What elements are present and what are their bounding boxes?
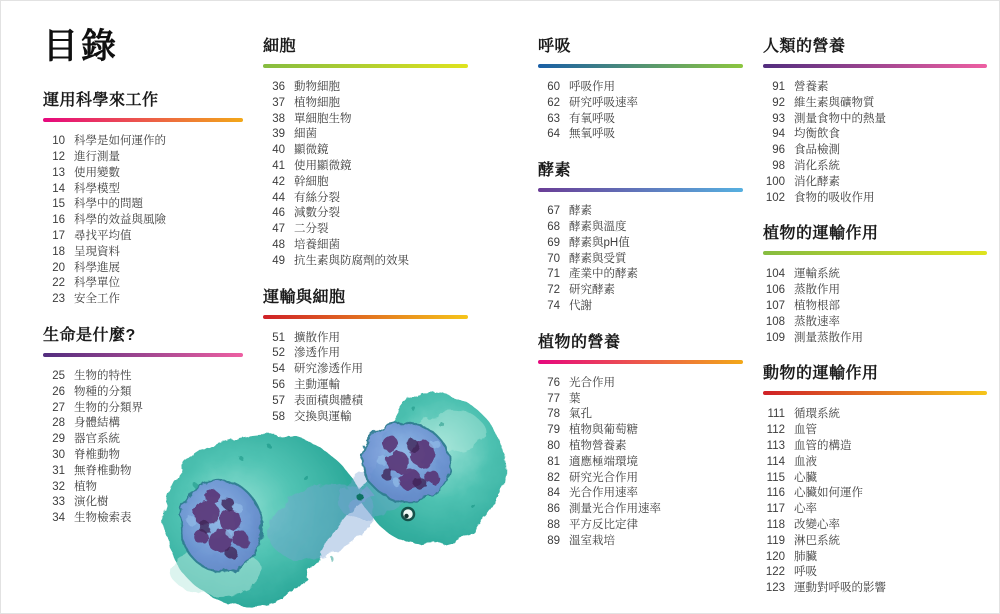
toc-entry-title: 消化酵素: [794, 175, 840, 188]
toc-entry-title: 植物: [74, 480, 97, 493]
section-plant-nutrition: [538, 333, 743, 550]
toc-entry-title: 肺臟: [794, 550, 817, 563]
toc-entry-title: 交換與運輸: [294, 410, 352, 423]
section-cells: [263, 37, 468, 270]
toc-entry-page: 111: [767, 408, 785, 421]
toc-entry-title: 呼吸作用: [569, 81, 615, 93]
toc-entry: [43, 134, 243, 150]
toc-entry: [538, 534, 743, 550]
toc-entry: [263, 362, 468, 378]
section-title: 人類的營養: [763, 38, 846, 55]
toc-entry-title: 研究滲透作用: [294, 363, 363, 376]
toc-entry: [43, 213, 243, 229]
toc-entry-page: 113: [766, 439, 785, 452]
toc-entry-page: 38: [272, 112, 285, 125]
toc-entry: [763, 299, 987, 315]
toc-entry-title: 研究呼吸速率: [569, 96, 638, 109]
section-enzymes: [538, 161, 743, 315]
toc-entry-page: 69: [547, 236, 560, 249]
toc-entry-list: [763, 80, 987, 206]
section-title: 呼吸: [538, 38, 572, 55]
toc-entry-title: 使用變數: [74, 166, 120, 179]
toc-entry: [538, 407, 743, 423]
toc-entry-page: 48: [272, 238, 285, 251]
toc-entry-title: 植物營養素: [569, 439, 627, 452]
toc-entry-title: 有絲分裂: [294, 191, 340, 204]
toc-entry-page: 57: [272, 394, 285, 407]
toc-entry: [263, 346, 468, 362]
toc-entry-page: 102: [765, 191, 785, 204]
toc-entry: [263, 80, 468, 96]
toc-entry-page: 46: [272, 207, 285, 220]
toc-entry-title: 酵素與受質: [569, 252, 627, 265]
toc-entry-page: 12: [52, 151, 65, 164]
toc-entry-page: 123: [765, 582, 785, 595]
toc-entry-title: 心率: [794, 503, 817, 516]
toc-entry: [43, 229, 243, 245]
toc-entry-title: 無氧呼吸: [569, 128, 615, 141]
toc-entry-title: 科學模型: [74, 182, 120, 195]
toc-entry-title: 酵素: [569, 205, 592, 218]
toc-entry-title: 蒸散作用: [794, 284, 840, 297]
toc-entry-title: 科學的效益與風險: [74, 214, 166, 227]
toc-entry-list: [763, 407, 987, 597]
toc-entry: [43, 369, 243, 385]
toc-entry: [538, 204, 743, 220]
toc-entry-page: 84: [547, 487, 560, 500]
toc-entry-page: 76: [547, 376, 560, 389]
toc-entry: [43, 292, 243, 308]
toc-entry-page: 37: [272, 96, 285, 109]
section-working-scientifically: [43, 91, 243, 308]
toc-entry: [538, 423, 743, 439]
toc-entry: [263, 191, 468, 207]
toc-entry-page: 31: [52, 464, 65, 477]
toc-entry-title: 測量光合作用速率: [569, 503, 661, 516]
toc-entry-page: 81: [547, 455, 560, 468]
section-underline: [43, 353, 243, 357]
section-underline: [263, 315, 468, 319]
toc-entry-list: [538, 376, 743, 550]
toc-entry-page: 27: [52, 401, 65, 414]
toc-entry-page: 115: [766, 471, 785, 484]
toc-entry-page: 106: [765, 284, 785, 297]
toc-entry-title: 循環系統: [794, 408, 840, 421]
toc-entry-page: 109: [765, 331, 785, 344]
toc-entry-title: 葉: [569, 392, 581, 405]
toc-entry-title: 植物根部: [794, 299, 840, 312]
toc-entry: [538, 518, 743, 534]
toc-entry: [763, 502, 987, 518]
toc-entry-page: 79: [547, 424, 560, 437]
toc-entry-page: 42: [272, 175, 285, 188]
section-title: 植物的運輸作用: [763, 225, 879, 243]
toc-entry-list: [263, 80, 468, 270]
toc-entry: [763, 80, 987, 96]
toc-entry: [763, 471, 987, 487]
toc-entry-title: 氣孔: [569, 408, 592, 421]
toc-entry: [263, 112, 468, 128]
toc-entry: [43, 276, 243, 292]
section-title: 運用科學來工作: [43, 92, 159, 110]
toc-entry-page: 20: [52, 261, 65, 274]
toc-entry: [538, 486, 743, 502]
toc-entry: [763, 565, 987, 581]
toc-entry: [763, 550, 987, 566]
toc-entry-page: 77: [547, 392, 560, 405]
toc-entry-title: 生物的分類界: [74, 401, 143, 414]
toc-entry-page: 40: [272, 144, 285, 157]
toc-entry: [43, 166, 243, 182]
toc-entry-page: 98: [772, 159, 785, 172]
toc-entry: [763, 518, 987, 534]
toc-entry-title: 光合作用速率: [569, 487, 638, 500]
toc-entry-title: 進行測量: [74, 151, 120, 164]
toc-entry-title: 淋巴系統: [794, 534, 840, 547]
toc-entry-page: 34: [52, 512, 65, 525]
toc-entry-title: 科學是如何運作的: [74, 135, 166, 148]
toc-entry-title: 幹細胞: [294, 175, 329, 188]
toc-entry-title: 食品檢測: [794, 144, 840, 157]
toc-entry-title: 維生素與礦物質: [794, 96, 875, 109]
toc-entry-page: 44: [272, 191, 285, 204]
toc-entry-title: 主動運輸: [294, 378, 340, 391]
toc-entry-title: 研究酵素: [569, 284, 615, 297]
toc-entry: [538, 299, 743, 315]
toc-entry-page: 94: [772, 128, 785, 141]
toc-entry-title: 物種的分類: [74, 385, 132, 398]
toc-entry-page: 41: [272, 159, 285, 172]
page-title: 目錄: [43, 26, 120, 67]
toc-entry-title: 植物細胞: [294, 96, 340, 109]
toc-entry-list: [538, 204, 743, 315]
toc-entry-page: 96: [772, 144, 785, 157]
section-title: 運輸與細胞: [263, 288, 346, 306]
toc-entry: [763, 486, 987, 502]
toc-entry: [263, 143, 468, 159]
toc-entry-page: 122: [765, 566, 785, 579]
toc-entry-page: 14: [52, 182, 65, 195]
toc-entry-title: 呈現資料: [74, 245, 120, 258]
toc-entry: [538, 502, 743, 518]
toc-entry-page: 63: [547, 112, 560, 125]
toc-entry: [763, 439, 987, 455]
section-title: 生命是什麼?: [43, 327, 136, 345]
toc-entry: [538, 439, 743, 455]
toc-entry-title: 無脊椎動物: [74, 464, 132, 477]
toc-entry: [763, 423, 987, 439]
toc-entry-title: 抗生素與防腐劑的效果: [294, 254, 409, 267]
toc-entry: [763, 315, 987, 331]
section-underline: [763, 251, 987, 255]
toc-entry-page: 80: [547, 439, 560, 452]
toc-entry-page: 39: [272, 128, 285, 141]
toc-entry-title: 血液: [794, 455, 817, 468]
toc-entry: [538, 112, 743, 128]
toc-entry-title: 安全工作: [74, 293, 120, 306]
toc-entry: [538, 392, 743, 408]
toc-entry: [263, 96, 468, 112]
toc-entry-page: 91: [772, 81, 785, 93]
toc-entry: [538, 236, 743, 252]
toc-entry-page: 33: [52, 496, 65, 509]
toc-entry-title: 生物的特性: [74, 370, 132, 383]
toc-entry-page: 64: [547, 128, 560, 141]
toc-entry-title: 生物檢索表: [74, 512, 132, 525]
toc-entry-page: 23: [52, 293, 65, 306]
toc-entry: [538, 220, 743, 236]
toc-entry-page: 93: [772, 112, 785, 125]
toc-entry-page: 92: [772, 96, 785, 109]
toc-entry-title: 培養細菌: [294, 238, 340, 251]
toc-entry: [538, 376, 743, 392]
toc-entry: [263, 159, 468, 175]
toc-entry-page: 118: [766, 518, 785, 531]
toc-entry-page: 116: [766, 487, 785, 500]
toc-entry-title: 二分裂: [294, 223, 329, 236]
section-title: 酵素: [538, 162, 572, 180]
toc-entry-page: 78: [547, 408, 560, 421]
toc-entry-page: 74: [547, 299, 560, 312]
toc-entry-page: 114: [766, 455, 785, 468]
toc-entry: [263, 175, 468, 191]
toc-entry-title: 脊椎動物: [74, 449, 120, 461]
toc-entry-title: 減數分裂: [294, 207, 340, 220]
toc-entry-page: 112: [766, 424, 785, 437]
toc-entry: [538, 471, 743, 487]
toc-entry-title: 光合作用: [569, 376, 615, 389]
toc-entry: [763, 455, 987, 471]
toc-entry: [763, 283, 987, 299]
toc-entry-page: 82: [547, 471, 560, 484]
toc-entry-title: 溫室栽培: [569, 534, 615, 547]
toc-entry-page: 89: [547, 534, 560, 547]
toc-entry: [43, 245, 243, 261]
section-human-nutrition: [763, 37, 987, 206]
toc-entry: [538, 80, 743, 96]
toc-entry-title: 有氧呼吸: [569, 112, 615, 125]
section-title: 細胞: [263, 38, 297, 55]
toc-entry-list: [43, 134, 243, 308]
toc-entry-page: 22: [52, 277, 65, 290]
toc-entry: [763, 191, 987, 207]
toc-entry-page: 62: [547, 96, 560, 109]
toc-entry-title: 測量食物中的熱量: [794, 112, 886, 125]
toc-entry-page: 56: [272, 378, 285, 391]
column-2: [263, 37, 468, 443]
toc-entry: [763, 159, 987, 175]
toc-entry-list: [538, 80, 743, 143]
toc-entry-page: 47: [272, 223, 285, 236]
cell-division-micrograph: [121, 386, 566, 614]
cell-vesicle: [402, 508, 414, 520]
toc-entry: [538, 252, 743, 268]
toc-entry-page: 18: [52, 245, 65, 258]
section-underline: [763, 391, 987, 395]
section-underline: [538, 188, 743, 192]
toc-entry-title: 測量蒸散作用: [794, 331, 863, 344]
toc-entry-title: 運動對呼吸的影響: [794, 582, 886, 595]
toc-entry-page: 30: [52, 449, 65, 461]
toc-entry: [763, 407, 987, 423]
toc-entry-page: 117: [766, 503, 785, 516]
toc-entry-title: 研究光合作用: [569, 471, 638, 484]
toc-entry-list: [763, 267, 987, 346]
toc-entry-title: 演化樹: [74, 496, 109, 509]
toc-entry: [263, 127, 468, 143]
toc-entry-page: 70: [547, 252, 560, 265]
toc-entry-title: 代謝: [569, 299, 592, 312]
toc-entry: [43, 182, 243, 198]
toc-entry-page: 16: [52, 214, 65, 227]
section-title: 植物的營養: [538, 333, 621, 351]
toc-entry-title: 動物細胞: [294, 81, 340, 93]
toc-entry: [538, 127, 743, 143]
toc-entry-title: 器官系統: [74, 433, 120, 446]
toc-entry-title: 表面積與體積: [294, 394, 363, 407]
toc-entry-page: 68: [547, 220, 560, 233]
column-4: [763, 37, 987, 614]
toc-entry-page: 60: [547, 81, 560, 93]
toc-entry-page: 29: [52, 433, 65, 446]
toc-entry: [43, 261, 243, 277]
toc-entry: [763, 112, 987, 128]
toc-entry-page: 10: [52, 135, 65, 148]
toc-entry: [763, 267, 987, 283]
toc-entry: [538, 96, 743, 112]
toc-entry: [538, 283, 743, 299]
toc-entry-page: 107: [765, 299, 785, 312]
toc-entry-title: 顯微鏡: [294, 144, 329, 157]
toc-entry-title: 尋找平均值: [74, 230, 132, 243]
toc-entry-page: 32: [52, 480, 65, 493]
toc-entry: [43, 197, 243, 213]
toc-entry: [263, 238, 468, 254]
toc-entry-page: 25: [52, 370, 65, 383]
toc-entry-page: 100: [765, 175, 785, 188]
toc-entry-page: 86: [547, 503, 560, 516]
toc-entry-page: 58: [272, 410, 285, 423]
section-respiration: [538, 37, 743, 143]
toc-entry-title: 滲透作用: [294, 347, 340, 360]
toc-entry: [763, 331, 987, 347]
toc-entry: [263, 331, 468, 347]
section-animal-transport: [763, 364, 987, 597]
section-underline: [43, 118, 243, 122]
toc-entry: [763, 143, 987, 159]
toc-entry: [763, 534, 987, 550]
toc-entry: [43, 150, 243, 166]
toc-entry-page: 120: [765, 550, 785, 563]
toc-entry-page: 15: [52, 198, 65, 211]
toc-entry-title: 改變心率: [794, 518, 840, 531]
toc-entry-title: 酵素與溫度: [569, 220, 627, 233]
toc-entry-page: 36: [272, 81, 285, 93]
column-3: [538, 37, 743, 568]
section-plant-transport: [763, 224, 987, 346]
toc-entry-title: 血管: [794, 424, 817, 437]
toc-entry: [763, 581, 987, 597]
toc-entry-title: 擴散作用: [294, 331, 340, 344]
toc-entry-page: 71: [547, 268, 560, 281]
toc-entry-page: 49: [272, 254, 285, 267]
toc-entry-title: 呼吸: [794, 566, 817, 579]
section-underline: [538, 64, 743, 68]
toc-entry-title: 身體結構: [74, 417, 120, 430]
toc-entry-page: 119: [766, 534, 785, 547]
section-underline: [763, 64, 987, 68]
toc-entry-title: 血管的構造: [794, 439, 852, 452]
toc-entry-page: 17: [52, 230, 65, 243]
toc-entry-page: 88: [547, 518, 560, 531]
toc-entry: [263, 254, 468, 270]
toc-entry-title: 科學進展: [74, 261, 120, 274]
toc-entry-title: 酵素與pH值: [569, 236, 630, 249]
toc-entry-title: 運輸系統: [794, 268, 840, 281]
toc-entry: [538, 267, 743, 283]
toc-entry-page: 51: [272, 331, 285, 344]
section-underline: [263, 64, 468, 68]
toc-entry-title: 適應極端環境: [569, 455, 638, 468]
toc-entry-title: 科學單位: [74, 277, 120, 290]
toc-entry: [263, 222, 468, 238]
toc-entry-page: 72: [547, 284, 560, 297]
toc-entry-page: 26: [52, 385, 65, 398]
toc-entry: [763, 127, 987, 143]
section-title: 動物的運輸作用: [763, 365, 879, 383]
toc-entry-title: 產業中的酵素: [569, 268, 638, 281]
toc-entry-title: 平方反比定律: [569, 518, 638, 531]
toc-entry-title: 營養素: [794, 81, 829, 93]
toc-entry-title: 蒸散速率: [794, 315, 840, 328]
toc-entry-title: 單細胞生物: [294, 112, 352, 125]
toc-entry-page: 52: [272, 347, 285, 360]
toc-entry-title: 使用顯微鏡: [294, 159, 352, 172]
toc-entry: [538, 455, 743, 471]
toc-entry: [763, 175, 987, 191]
toc-entry-title: 植物與葡萄糖: [569, 424, 638, 437]
toc-entry-title: 科學中的問題: [74, 198, 143, 211]
toc-entry-page: 104: [765, 268, 785, 281]
toc-entry-page: 28: [52, 417, 65, 430]
toc-entry-page: 108: [765, 315, 785, 328]
toc-entry-title: 均衡飲食: [794, 128, 840, 141]
toc-entry-page: 54: [272, 363, 285, 376]
section-underline: [538, 360, 743, 364]
toc-entry-page: 67: [547, 205, 560, 218]
toc-entry-page: 13: [52, 166, 65, 179]
toc-entry-title: 心臟如何運作: [794, 487, 863, 500]
toc-entry-title: 心臟: [794, 471, 817, 484]
toc-entry-title: 細菌: [294, 128, 317, 141]
toc-entry-title: 食物的吸收作用: [794, 191, 875, 204]
toc-entry: [763, 96, 987, 112]
toc-entry-title: 消化系統: [794, 159, 840, 172]
toc-entry: [263, 206, 468, 222]
